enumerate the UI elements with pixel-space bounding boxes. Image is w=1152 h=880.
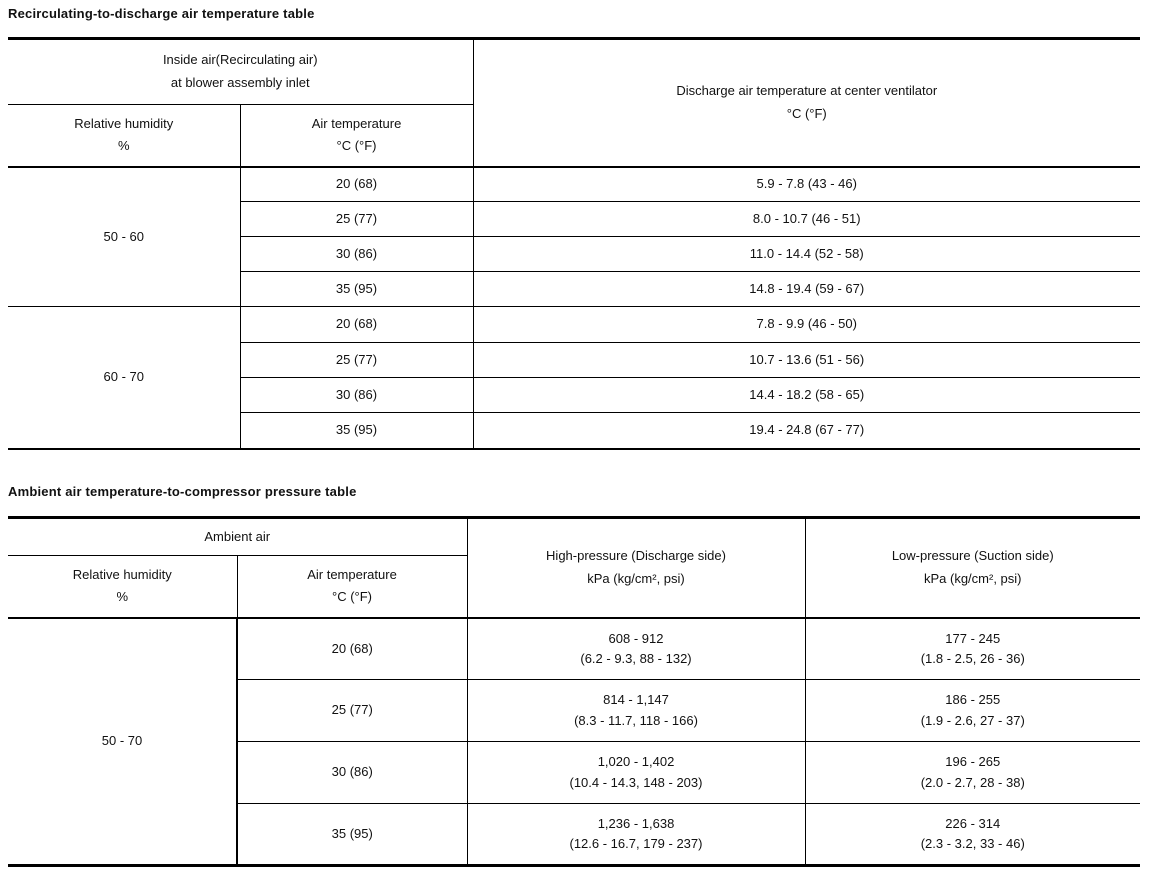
discharge-temp-cell: 19.4 - 24.8 (67 - 77) [473,413,1140,449]
high-pressure-kpa: 1,020 - 1,402 [597,754,675,770]
table2-high-header-line1: High-pressure (Discharge side) [546,548,726,563]
air-temp-cell: 35 (95) [240,272,473,307]
discharge-temp-cell: 14.8 - 19.4 (59 - 67) [473,272,1140,307]
high-pressure-alt: (10.4 - 14.3, 148 - 203) [569,774,703,790]
table1-discharge-header-line1: Discharge air temperature at center ventilator [676,83,938,98]
table-row [8,307,1140,343]
air-temp-cell: 30 (86) [240,237,473,272]
table1-airtemp-header-line2: °C (°F) [336,138,377,154]
high-pressure-cell [467,680,805,742]
table2-airtemp-header-line2: °C (°F) [332,589,372,605]
high-pressure-cell [467,618,805,680]
low-pressure-cell [805,804,1140,866]
high-pressure-kpa: 814 - 1,147 [603,692,669,708]
table2-high-pressure-header [467,518,805,618]
table2-low-header-line2: kPa (kg/cm², psi) [923,570,1022,586]
low-pressure-kpa: 177 - 245 [945,630,1001,646]
table-row [8,618,1140,680]
air-temp-cell: 35 (95) [240,413,473,449]
air-temp-cell: 25 (77) [240,343,473,378]
table-row [8,167,1140,202]
high-pressure-cell [467,804,805,866]
table1-discharge-header-line2: °C (°F) [786,105,827,121]
air-temp-cell: 20 (68) [237,618,467,680]
low-pressure-alt: (1.8 - 2.5, 26 - 36) [920,650,1025,666]
high-pressure-alt: (6.2 - 9.3, 88 - 132) [580,650,692,666]
table2-title: Ambient air temperature-to-compressor pressure table [8,484,357,499]
table2-airtemp-header-line1: Air temperature [307,566,397,582]
table1-humidity-header-line2: % [117,138,130,154]
table2-group-header: Ambient air [204,528,271,544]
table2-low-header-line1: Low-pressure (Suction side) [891,548,1054,563]
discharge-temp-cell: 5.9 - 7.8 (43 - 46) [473,167,1140,202]
air-temp-cell: 35 (95) [237,804,467,866]
high-pressure-alt: (8.3 - 11.7, 118 - 166) [574,712,698,728]
table1-discharge-header [473,39,1140,167]
table1-humidity-header-line1: Relative humidity [74,115,174,131]
table1-humidity-cell: 50 - 60 [8,167,240,307]
table1-group-header-line2: at blower assembly inlet [170,75,310,90]
air-temp-cell: 20 (68) [240,167,473,202]
low-pressure-alt: (2.0 - 2.7, 28 - 38) [920,774,1025,790]
air-temp-cell: 30 (86) [240,378,473,413]
air-temp-cell: 20 (68) [240,307,473,343]
discharge-temp-cell: 10.7 - 13.6 (51 - 56) [473,343,1140,378]
high-pressure-cell [467,742,805,804]
table2-low-pressure-header [805,518,1140,618]
table2-airtemp-header [237,556,467,618]
low-pressure-kpa: 196 - 265 [945,754,1001,770]
table2-high-header-line2: kPa (kg/cm², psi) [587,570,685,586]
low-pressure-kpa: 226 - 314 [945,815,1001,831]
discharge-temp-cell: 7.8 - 9.9 (46 - 50) [473,307,1140,343]
air-temp-cell: 30 (86) [237,742,467,804]
recirculating-discharge-table [8,37,1140,450]
low-pressure-alt: (1.9 - 2.6, 27 - 37) [920,712,1025,728]
table1-airtemp-header [240,105,473,167]
high-pressure-alt: (12.6 - 16.7, 179 - 237) [569,836,703,851]
high-pressure-kpa: 608 - 912 [608,630,664,646]
table1-group-header [8,39,473,105]
table2-header-row [8,518,1140,556]
low-pressure-cell [805,618,1140,680]
air-temp-cell: 25 (77) [237,680,467,742]
table2-humidity-header [8,556,237,618]
table2-humidity-cell: 50 - 70 [8,618,237,866]
low-pressure-cell [805,742,1140,804]
table1-humidity-cell: 60 - 70 [8,307,240,449]
table2-humidity-header-line2: % [116,589,129,605]
table1-header-row [8,39,1140,105]
discharge-temp-cell: 14.4 - 18.2 (58 - 65) [473,378,1140,413]
table1-group-header-line1: Inside air(Recirculating air) [162,52,318,68]
discharge-temp-cell: 8.0 - 10.7 (46 - 51) [473,202,1140,237]
table1-airtemp-header-line1: Air temperature [311,115,402,131]
discharge-temp-cell: 11.0 - 14.4 (52 - 58) [473,237,1140,272]
low-pressure-alt: (2.3 - 3.2, 33 - 46) [920,836,1025,851]
low-pressure-cell [805,680,1140,742]
table2-humidity-header-line1: Relative humidity [72,566,172,582]
air-temp-cell: 25 (77) [240,202,473,237]
table1-title: Recirculating-to-discharge air temperature table [8,6,315,21]
table1-humidity-header [8,105,240,167]
compressor-pressure-table [8,516,1140,867]
high-pressure-kpa: 1,236 - 1,638 [597,815,675,831]
low-pressure-kpa: 186 - 255 [945,692,1001,708]
